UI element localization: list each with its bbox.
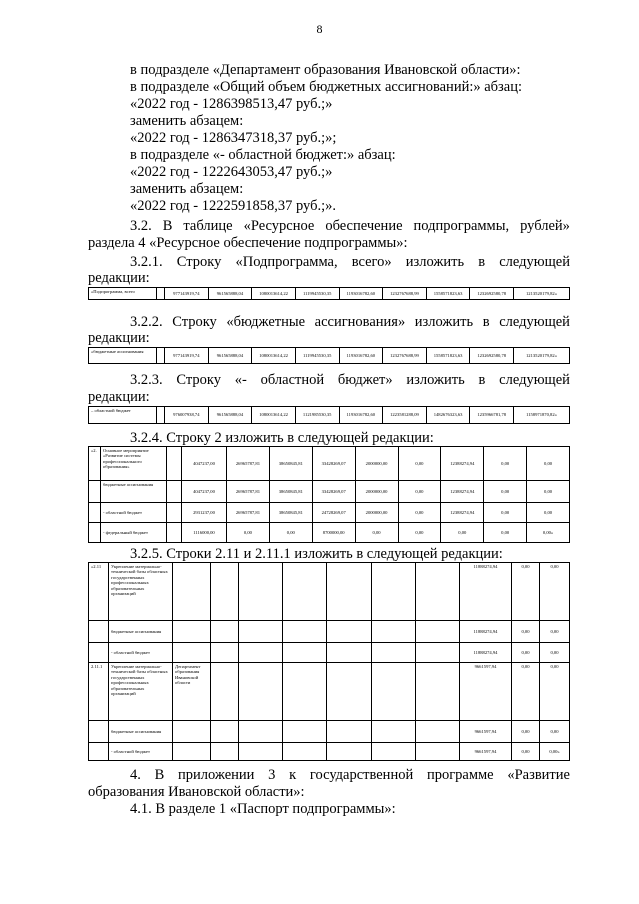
- cell: [283, 643, 327, 663]
- executor-cell: [173, 743, 211, 761]
- text-line: «2022 год - 1286398513,47 руб.;»: [130, 96, 333, 112]
- text-line: образования Ивановской области»:: [88, 784, 305, 800]
- word: 3: [268, 767, 276, 783]
- row-label: - областной бюджет: [101, 503, 167, 523]
- cell: 12388274,94: [441, 447, 484, 481]
- cell: [327, 663, 371, 721]
- cell: [239, 621, 283, 643]
- word: В: [154, 767, 165, 783]
- word: 3.2.1.: [130, 254, 163, 270]
- word: обеспечение: [325, 218, 403, 234]
- cell: [327, 743, 371, 761]
- cell: 9661597,94: [460, 663, 512, 721]
- word: следующей: [499, 314, 570, 330]
- row-label: - областной бюджет: [109, 743, 173, 761]
- cell: [371, 663, 415, 721]
- cell: [239, 743, 283, 761]
- executor-cell: [167, 481, 182, 503]
- cell: [283, 721, 327, 743]
- word: Строку: [176, 372, 221, 388]
- cell: 2000000,00: [355, 503, 398, 523]
- cell: 1235966781,78: [470, 407, 514, 424]
- cell: 1080013614,22: [252, 288, 296, 300]
- table-regional-budget: [88, 406, 570, 424]
- cell: 1116000,00: [182, 523, 227, 543]
- cell: [283, 663, 327, 721]
- executor-cell: Департамент образования Ивановской области: [173, 663, 211, 721]
- cell: 1223581288,09: [383, 407, 427, 424]
- cell: 1232692580,78: [470, 288, 514, 300]
- word: «-: [234, 372, 247, 388]
- word: в: [478, 372, 486, 388]
- cell: 38650845,81: [269, 503, 312, 523]
- cell: 1232692580,78: [470, 348, 514, 364]
- cell: [371, 563, 415, 621]
- word: в: [478, 254, 486, 270]
- cell: 26965787,81: [227, 503, 270, 523]
- paragraph-3-2-line1: [130, 218, 570, 235]
- text-line: 4.1. В разделе 1 «Паспорт подпрограммы»:: [130, 801, 396, 817]
- word: ассигнования»: [314, 314, 406, 330]
- cell: 0,00»: [540, 743, 570, 761]
- row-label: «Подпрограмма, всего: [89, 288, 157, 300]
- cell: 0,00: [540, 643, 570, 663]
- cell: 12388274,94: [441, 481, 484, 503]
- row-label: Укрепление материально-технической базы областных государственных профессиональных образовательных организаций: [109, 563, 173, 621]
- cell: 961565888,04: [208, 407, 252, 424]
- word: «бюджетные: [226, 314, 306, 330]
- row-label: Укрепление материально-технической базы областных государственных профессиональных образовательных организаций: [109, 663, 173, 721]
- table-row: [89, 348, 570, 364]
- executor-cell: [167, 447, 182, 481]
- cell: 11888274,94: [460, 621, 512, 643]
- cell: 0,00: [484, 481, 527, 503]
- cell: 0,00: [540, 621, 570, 643]
- cell: 0,00: [398, 481, 441, 503]
- cell: 1193016782,60: [339, 348, 383, 364]
- cell: 8700000,00: [312, 523, 355, 543]
- row-label: - федеральный бюджет: [101, 523, 167, 543]
- table-row: [89, 407, 570, 424]
- executor-cell: [173, 643, 211, 663]
- cell: 1482676323,63: [426, 407, 470, 424]
- word: изложить: [414, 314, 474, 330]
- cell: 0,00: [512, 563, 540, 621]
- cell: [239, 721, 283, 743]
- cell: 0,00: [484, 447, 527, 481]
- cell: 1121985530,35: [295, 407, 339, 424]
- cell: [371, 621, 415, 643]
- text-line: заменить абзацем:: [130, 181, 244, 197]
- paragraph-3-2-2-line1: [130, 314, 570, 331]
- cell: [283, 563, 327, 621]
- word: изложить: [405, 254, 465, 270]
- cell: 0,00: [512, 743, 540, 761]
- cell: 977143919,74: [165, 348, 209, 364]
- word: В: [162, 218, 173, 234]
- cell: 0,00: [527, 481, 570, 503]
- executor-cell: [173, 621, 211, 643]
- cell: [239, 643, 283, 663]
- row-number: «2.: [89, 447, 101, 481]
- word: областной: [260, 372, 325, 388]
- cell: [415, 743, 459, 761]
- word: «Ресурсное: [243, 218, 315, 234]
- cell: 33428269,07: [312, 447, 355, 481]
- row-label: бюджетные ассигнования: [109, 721, 173, 743]
- cell: 0,00»: [527, 523, 570, 543]
- table-rows-2-11: [88, 562, 570, 761]
- row-number: «2.11: [89, 563, 109, 621]
- cell: [371, 721, 415, 743]
- cell: 977143919,74: [165, 288, 209, 300]
- table-row: [89, 643, 570, 663]
- word: следующей: [499, 254, 570, 270]
- word: рублей»: [520, 218, 570, 234]
- table-row: [89, 743, 570, 761]
- cell: 1193016782,60: [339, 407, 383, 424]
- word: подпрограммы,: [413, 218, 510, 234]
- cell: 12388274,94: [441, 503, 484, 523]
- word: 3.2.: [130, 218, 152, 234]
- cell: 1193016782,60: [339, 288, 383, 300]
- cell: 961565888,04: [208, 288, 252, 300]
- cell: [211, 663, 239, 721]
- paragraph-4-line1: [130, 767, 570, 784]
- cell: 976007938,74: [165, 407, 209, 424]
- executor-cell: [173, 563, 211, 621]
- text-line: «2022 год - 1286347318,37 руб.;»;: [130, 130, 337, 146]
- cell: 1119945530,35: [295, 288, 339, 300]
- word: таблице: [183, 218, 233, 234]
- cell: [283, 743, 327, 761]
- cell: [283, 621, 327, 643]
- cell: [239, 563, 283, 621]
- cell: [415, 563, 459, 621]
- word: 4.: [130, 767, 141, 783]
- table-row: [89, 447, 570, 481]
- cell: 2000000,00: [355, 481, 398, 503]
- text-line: «2022 год - 1222643053,47 руб.;»: [130, 164, 333, 180]
- cell: 1232767688,99: [383, 348, 427, 364]
- row-number: [89, 503, 101, 523]
- word: «Развитие: [507, 767, 570, 783]
- row-label: – областной бюджет: [89, 407, 157, 424]
- cell: 0,00: [484, 503, 527, 523]
- text-line: редакции:: [88, 389, 150, 405]
- cell: [211, 563, 239, 621]
- table-row: [89, 503, 570, 523]
- cell: 2931237,00: [182, 503, 227, 523]
- word: государственной: [309, 767, 414, 783]
- cell: 33428269,07: [312, 481, 355, 503]
- cell: 11888274,94: [460, 563, 512, 621]
- cell: [211, 643, 239, 663]
- executor-cell: [167, 523, 182, 543]
- text-line: в подразделе «Общий объем бюджетных ассигнований:» абзац:: [130, 79, 523, 95]
- text-line: заменить абзацем:: [130, 113, 244, 129]
- cell: 1080013614,22: [252, 348, 296, 364]
- cell: 1558571823,63: [426, 288, 470, 300]
- cell: [371, 743, 415, 761]
- row-number: [89, 721, 109, 743]
- cell: 0,00: [512, 643, 540, 663]
- word: всего»: [351, 254, 392, 270]
- cell: 38650845,81: [269, 447, 312, 481]
- cell: [415, 643, 459, 663]
- cell: [327, 721, 371, 743]
- word: программе: [426, 767, 494, 783]
- table-row-2: [88, 446, 570, 543]
- cell: 0,00: [540, 663, 570, 721]
- cell: 1119945530,35: [295, 348, 339, 364]
- word: Строку: [172, 314, 217, 330]
- cell: 0,00: [512, 663, 540, 721]
- cell: 0,00: [441, 523, 484, 543]
- cell: 26965787,81: [227, 447, 270, 481]
- text-line: «2022 год - 1222591858,37 руб.;».: [130, 198, 337, 214]
- cell: 0,00: [398, 447, 441, 481]
- cell: 0,00: [355, 523, 398, 543]
- cell: [211, 743, 239, 761]
- text-line: 3.2.4. Строку 2 изложить в следующей редакции:: [130, 430, 434, 446]
- cell: 0,00: [398, 523, 441, 543]
- text-line: редакции:: [88, 330, 150, 346]
- cell: 0,00: [269, 523, 312, 543]
- cell: [415, 721, 459, 743]
- word: Строку: [176, 254, 222, 270]
- cell: 0,00: [512, 721, 540, 743]
- table-row: [89, 663, 570, 721]
- cell: 11888274,94: [460, 643, 512, 663]
- executor-cell: [173, 721, 211, 743]
- cell: 24728269,07: [312, 503, 355, 523]
- table-subprogram-total: [88, 287, 570, 300]
- text-line: 3.2.5. Строки 2.11 и 2.11.1 изложить в следующей редакции:: [130, 546, 503, 562]
- word: приложении: [177, 767, 255, 783]
- text-line: в подразделе «- областной бюджет:» абзац:: [130, 147, 396, 163]
- cell: [157, 348, 165, 364]
- cell: [415, 621, 459, 643]
- word: 3.2.2.: [130, 314, 163, 330]
- row-label: - областной бюджет: [109, 643, 173, 663]
- cell: 1558571823,63: [426, 348, 470, 364]
- table-budget-allocations: [88, 347, 570, 364]
- table-row: [89, 288, 570, 300]
- word: изложить: [406, 372, 465, 388]
- cell: [211, 621, 239, 643]
- table-row: [89, 721, 570, 743]
- row-number: [89, 643, 109, 663]
- text-line: в подразделе «Департамент образования Ивановской области»:: [130, 62, 521, 78]
- cell: [157, 288, 165, 300]
- cell: [157, 407, 165, 424]
- text-line: раздела 4 «Ресурсное обеспечение подпрограммы»:: [88, 235, 408, 251]
- row-number: [89, 743, 109, 761]
- cell: 4047237,00: [182, 481, 227, 503]
- cell: 4047237,00: [182, 447, 227, 481]
- cell: 1213520179,82»: [514, 288, 570, 300]
- table-row: [89, 621, 570, 643]
- cell: 1080013614,22: [252, 407, 296, 424]
- cell: 38650845,81: [269, 481, 312, 503]
- cell: 2000000,00: [355, 447, 398, 481]
- page-number: 8: [316, 22, 323, 36]
- row-number: [89, 523, 101, 543]
- cell: 0,00: [540, 563, 570, 621]
- cell: 0,00: [484, 523, 527, 543]
- word: в: [482, 314, 490, 330]
- cell: [239, 663, 283, 721]
- row-label: бюджетные ассигнования: [101, 481, 167, 503]
- row-number: 2.11.1: [89, 663, 109, 721]
- paragraph-3-2-3-line1: [130, 372, 570, 389]
- cell: [211, 721, 239, 743]
- cell: 9661597,94: [460, 721, 512, 743]
- cell: 961565888,04: [208, 348, 252, 364]
- cell: [415, 663, 459, 721]
- cell: [327, 563, 371, 621]
- word: «Подпрограмма,: [235, 254, 338, 270]
- cell: 1158971870,82»: [514, 407, 570, 424]
- table-row: [89, 523, 570, 543]
- cell: 1232767688,99: [383, 288, 427, 300]
- cell: [371, 643, 415, 663]
- executor-cell: [167, 503, 182, 523]
- word: следующей: [499, 372, 570, 388]
- row-number: [89, 481, 101, 503]
- cell: 26965787,81: [227, 481, 270, 503]
- row-number: [89, 621, 109, 643]
- cell: 0,00: [227, 523, 270, 543]
- cell: [327, 643, 371, 663]
- cell: 0,00: [512, 621, 540, 643]
- word: к: [289, 767, 297, 783]
- cell: 0,00: [540, 721, 570, 743]
- row-label: Основное мероприятие «Развитие системы профессионального образования»: [101, 447, 167, 481]
- paragraph-3-2-1-line1: [130, 254, 570, 271]
- cell: 0,00: [527, 447, 570, 481]
- row-label: бюджетные ассигнования: [109, 621, 173, 643]
- cell: 0,00: [527, 503, 570, 523]
- cell: [327, 621, 371, 643]
- word: 3.2.3.: [130, 372, 163, 388]
- text-line: редакции:: [88, 270, 150, 286]
- table-row: [89, 563, 570, 621]
- word: бюджет»: [337, 372, 393, 388]
- cell: 9661597,94: [460, 743, 512, 761]
- cell: 1213520179,82»: [514, 348, 570, 364]
- cell: 0,00: [398, 503, 441, 523]
- row-label: «бюджетные ассигнования: [89, 348, 157, 364]
- table-row: [89, 481, 570, 503]
